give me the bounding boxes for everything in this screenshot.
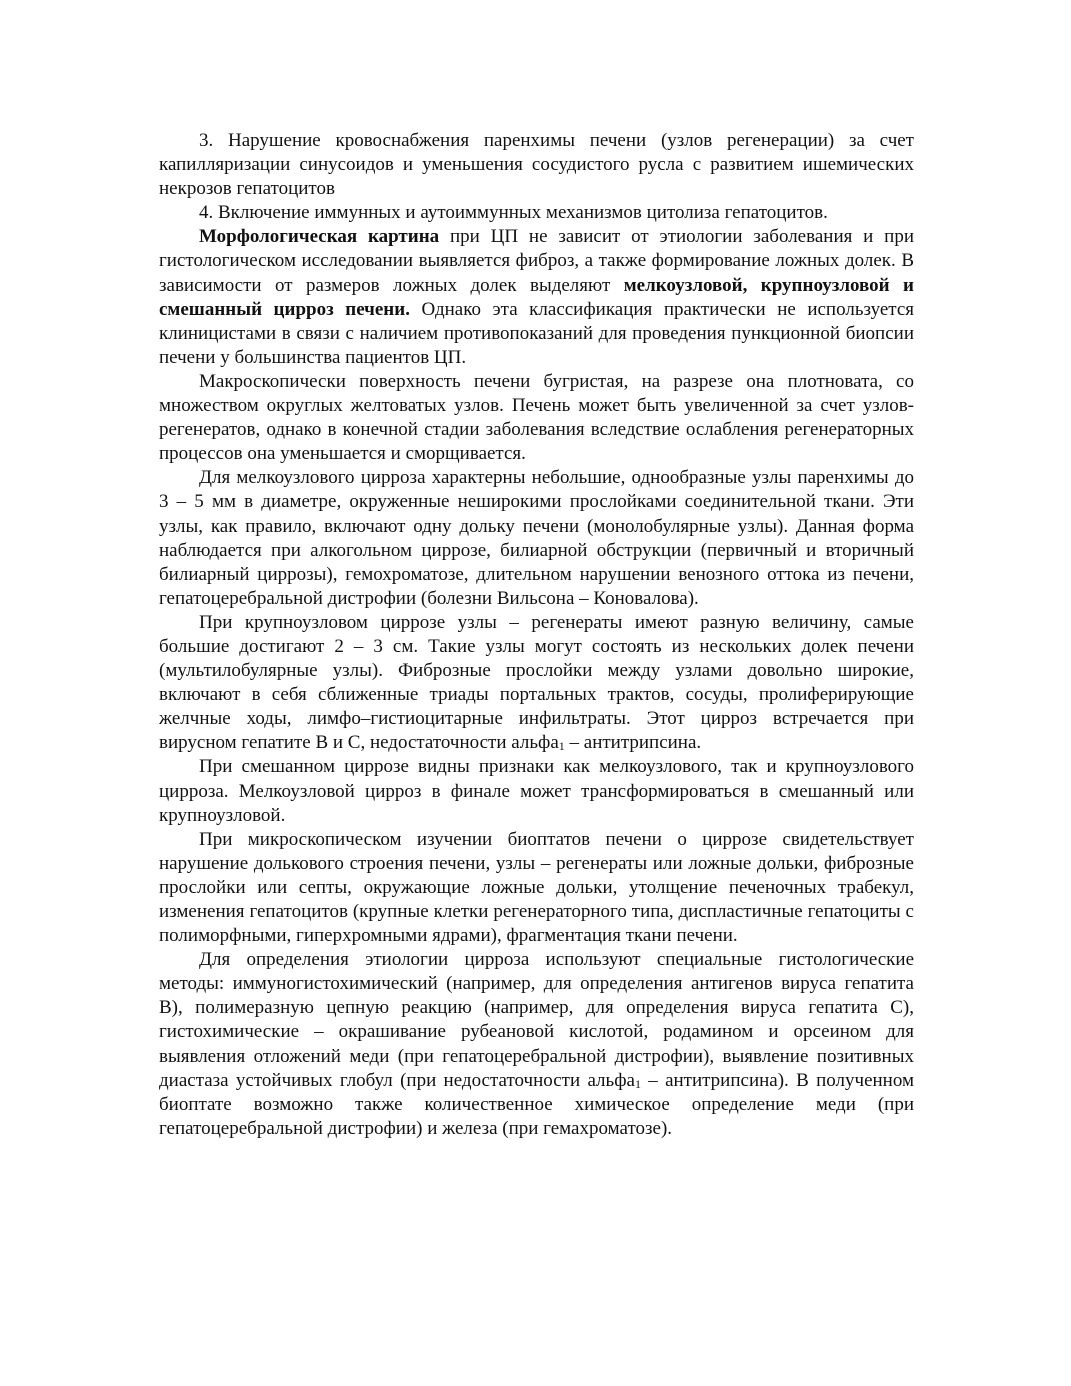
paragraph-item-4: 4. Включение иммунных и аутоиммунных механизмов цитолиза гепатоцитов. — [199, 202, 828, 224]
morphology-text-2: Однако эта классификация практически не используется клиницистами в связи с наличием противопоказаний для проведения пункционной биопсии печени у большинства пациентов ЦП. — [159, 298, 914, 368]
paragraph-microscopy: При микроскопическом изучении биоптатов печени о циррозе свидетельствует нарушение долькового строения печени, узлы – регенераты или ложные дольки, фиброзные прослойки или септы, окружающие ложные дольки, утолщение печеночных трабекул, изменения гепатоцитов (крупные клетки регенераторного типа, диспластичные гепатоциты с полиморфными, гиперхромными ядрами), фрагментация ткани печени. — [159, 828, 914, 947]
document-page — [159, 129, 914, 1141]
paragraph-mixed: При смешанном циррозе видны признаки как мелкоузлового, так и крупноузлового цирроза. Мелкоузловой цирроз в финале может трансформироваться в смешанный или крупноузловой. — [159, 756, 914, 826]
paragraph-etiology — [159, 948, 914, 1141]
paragraph-item-3: 3. Нарушение кровоснабжения паренхимы печени (узлов регенерации) за счет капилляризации синусоидов и уменьшения сосудистого русла с развитием ишемических некрозов гепатоцитов — [159, 130, 914, 200]
morphology-lead: Морфологическая картина — [199, 226, 440, 248]
large-nodular-tail: – антитрипсина. — [564, 732, 702, 754]
etiology-tail: – антитрипсина). В полученном биоптате возможно также количественное химическое определение меди (при гепатоцеребральной дистрофии) и железа (при гемахроматозе). — [159, 1069, 914, 1139]
subscript-1: 1 — [634, 1076, 641, 1091]
paragraph-large-nodular — [159, 611, 914, 756]
paragraph-small-nodular: Для мелкоузлового цирроза характерны небольшие, однообразные узлы паренхимы до 3 – 5 мм в диаметре, окруженные неширокими прослойками соединительной ткани. Эти узлы, как правило, включают одну дольку печени (монолобулярные узлы). Данная форма наблюдается при алкогольном циррозе, билиарной обструкции (первичный и вторичный билиарный циррозы), гемохроматозе, длительном нарушении венозного оттока из печени, гепатоцеребральной дистрофии (болезни Вильсона – Коновалова). — [159, 467, 914, 609]
large-nodular-text: При крупноузловом циррозе узлы – регенераты имеют разную величину, самые большие достигают 2 – 3 см. Такие узлы могут состоять из нескольких долек печени (мультилобулярные узлы). Фиброзные прослойки между узлами довольно широкие, включают в себя сближенные триады портальных трактов, сосуды, пролиферирующие желчные ходы, лимфо–гистиоцитарные инфильтраты. Этот цирроз встречается при вирусном гепатите В и С, недостаточности альфа — [159, 611, 914, 754]
morphology-text-1: при ЦП не зависит от этиологии заболевания и при гистологическом исследовании выявляется фиброз, а также формирование ложных долек. В зависимости от размеров ложных долек выделяют — [159, 226, 914, 296]
etiology-text: Для определения этиологии цирроза используют специальные гистологические методы: иммуногистохимический (например, для определения антигенов вируса гепатита В), полимеразную цепную реакцию (например, для определения вируса гепатита С), гистохимические – окрашивание рубеановой кислотой, родамином и орсеином для выявления отложений меди (при гепатоцеребральной дистрофии), выявление позитивных диастаза устойчивых глобул (при недостаточности альфа — [159, 949, 914, 1091]
paragraph-macroscopy: Макроскопически поверхность печени бугристая, на разрезе она плотновата, со множеством округлых желтоватых узлов. Печень может быть увеличенной за счет узлов-регенератов, однако в конечной стадии заболевания вследствие ослабления регенераторных процессов она уменьшается и сморщивается. — [159, 370, 914, 465]
cirrhosis-types: мелкоузловой, крупноузловой и смешанный цирроз печени. — [159, 274, 914, 320]
subscript-1: 1 — [558, 739, 565, 754]
paragraph-morphology — [159, 225, 914, 370]
